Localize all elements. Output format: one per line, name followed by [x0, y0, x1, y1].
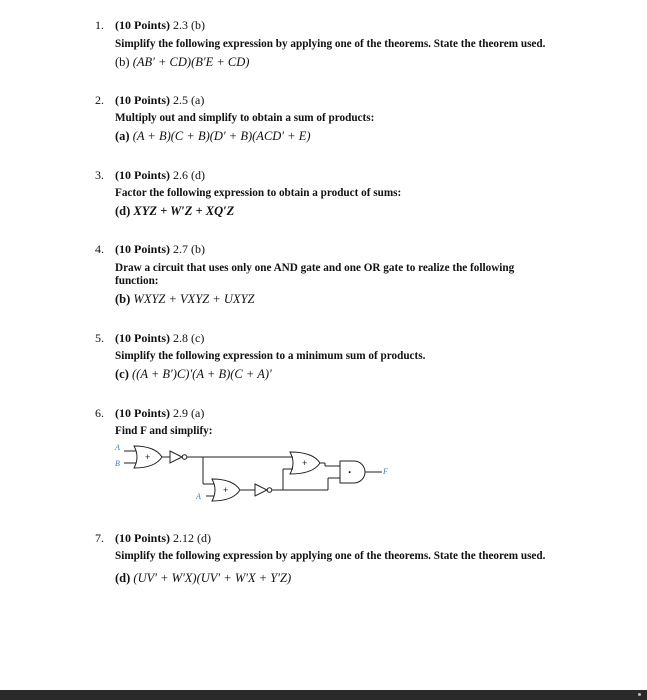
label-a-lower: A: [196, 492, 201, 501]
expression-label: (c): [115, 367, 129, 381]
problem-heading: [115, 168, 205, 183]
problem-expression-line: [115, 367, 272, 382]
problem-number: 5.: [95, 331, 104, 345]
circuit-svg: [110, 440, 410, 510]
problem-points: (10 Points): [115, 406, 170, 420]
or-gate-3-symbol: +: [302, 458, 308, 468]
label-b: B: [115, 459, 120, 468]
expression: XYZ + W′Z + XQ′Z: [133, 204, 235, 218]
expression-label: (d): [115, 204, 131, 218]
problem-number: 1.: [95, 18, 104, 32]
problem-instruction: Simplify the following expression by applying one of the theorems. State the theorem used.: [115, 38, 546, 50]
problem-heading: [115, 18, 205, 33]
problem-points: (10 Points): [115, 18, 170, 32]
expression: ((A + B′)C)′(A + B)(C + A)′: [132, 367, 272, 381]
expression: (UV′ + W′X)(UV′ + W′X + Y′Z): [133, 571, 292, 585]
problem-heading: [115, 406, 204, 421]
problem-ref: 2.3 (b): [173, 18, 205, 32]
expression: WXYZ + VXYZ + UXYZ: [133, 292, 255, 306]
problem-number: 7.: [95, 531, 104, 545]
problem-heading: [115, 531, 211, 546]
bar-indicator-icon: [638, 693, 641, 696]
problem-points: (10 Points): [115, 168, 170, 182]
problem-number: 2.: [95, 93, 104, 107]
label-a: A: [115, 443, 120, 452]
expression-label: (d): [115, 571, 131, 585]
expression-label: (b): [115, 55, 130, 69]
logic-circuit-diagram: [110, 440, 410, 510]
problem-points: (10 Points): [115, 531, 170, 545]
problem-expression-line: [115, 204, 234, 219]
problem-number: 3.: [95, 168, 104, 182]
problem-instruction: Factor the following expression to obtain a product of sums:: [115, 187, 402, 199]
expression: (A + B)(C + B)(D′ + B)(ACD′ + E): [132, 129, 311, 143]
problem-expression-line: [115, 55, 249, 70]
problem-instruction: Multiply out and simplify to obtain a sum of products:: [115, 112, 375, 124]
problem-ref: 2.9 (a): [173, 406, 205, 420]
problem-heading: [115, 93, 204, 108]
problem-ref: 2.5 (a): [173, 93, 205, 107]
problem-number: 6.: [95, 406, 104, 420]
problem-ref: 2.8 (c): [173, 331, 205, 345]
inverter-1: [170, 451, 182, 463]
expression-label: (b): [115, 292, 131, 306]
problem-heading: [115, 242, 205, 257]
problem-instruction: Simplify the following expression to a minimum sum of products.: [115, 350, 426, 362]
problem-ref: 2.12 (d): [173, 531, 211, 545]
or-gate-1-symbol: +: [145, 452, 151, 462]
label-f: F: [383, 467, 388, 476]
problem-expression-line: [115, 292, 254, 307]
problem-points: (10 Points): [115, 93, 170, 107]
or-gate-2-symbol: +: [223, 485, 229, 495]
expression-label: (a): [115, 129, 130, 143]
expression: (AB′ + CD)(B′E + CD): [132, 55, 250, 69]
and-gate: [340, 461, 365, 483]
problem-heading: [115, 331, 204, 346]
problem-instruction: Simplify the following expression by applying one of the theorems. State the theorem used.: [115, 550, 546, 562]
problem-ref: 2.6 (d): [173, 168, 205, 182]
problem-instruction: Draw a circuit that uses only one AND gate and one OR gate to realize the following function:: [115, 262, 515, 287]
problem-points: (10 Points): [115, 242, 170, 256]
problem-number: 4.: [95, 242, 104, 256]
problem-ref: 2.7 (b): [173, 242, 205, 256]
problem-points: (10 Points): [115, 331, 170, 345]
and-gate-symbol: ·: [348, 465, 352, 479]
bottom-bar: [0, 690, 647, 700]
problem-expression-line: [115, 571, 291, 586]
problem-expression-line: [115, 129, 311, 144]
inverter-2: [255, 484, 267, 496]
problem-instruction: Find F and simplify:: [115, 425, 213, 437]
